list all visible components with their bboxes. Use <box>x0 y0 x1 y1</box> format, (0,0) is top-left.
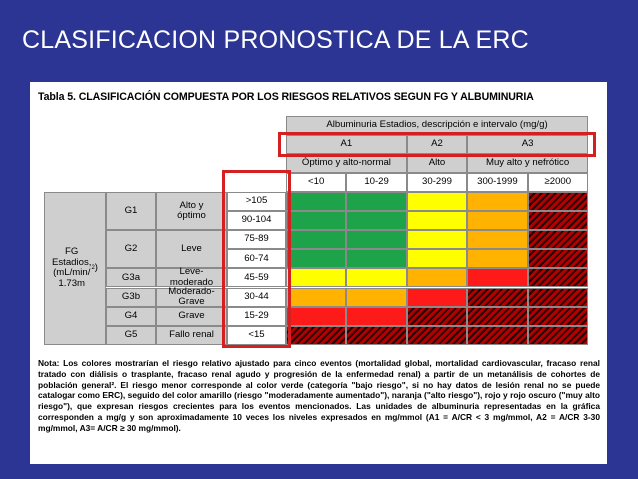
risk-cell-yellow <box>286 268 346 287</box>
a-description: Alto <box>407 154 467 173</box>
g-stage-g2: G2 <box>106 230 156 268</box>
table-caption: Tabla 5. CLASIFICACIÓN COMPUESTA POR LOS RIESGOS RELATIVOS SEGUN FG Y ALBUMINURIA <box>38 91 534 103</box>
risk-cell-orange <box>407 268 467 287</box>
g-description: Moderado- Grave <box>156 288 227 307</box>
g-stage-g3b: G3b <box>106 288 156 307</box>
fg-range: 15-29 <box>227 307 286 326</box>
risk-cell-green <box>346 230 406 249</box>
g-description: Leve- moderado <box>156 268 227 287</box>
slide-title: CLASIFICACION PRONOSTICA DE LA ERC <box>22 26 529 54</box>
risk-cell-hatch <box>467 288 527 307</box>
risk-cell-yellow <box>407 249 467 268</box>
risk-cell-hatch <box>528 230 588 249</box>
a-range: 30-299 <box>407 173 467 192</box>
fg-range: 90-104 <box>227 211 286 230</box>
risk-cell-yellow <box>407 211 467 230</box>
risk-cell-hatch <box>528 211 588 230</box>
risk-cell-orange <box>467 249 527 268</box>
risk-cell-red <box>407 288 467 307</box>
risk-cell-orange <box>467 211 527 230</box>
risk-cell-green <box>346 192 406 211</box>
a-range: <10 <box>286 173 346 192</box>
document-image <box>30 82 607 464</box>
fg-range: >105 <box>227 192 286 211</box>
g-description: Grave <box>156 307 227 326</box>
g-stage-g5: G5 <box>106 326 156 345</box>
risk-cell-red <box>346 307 406 326</box>
a-description: Muy alto y nefrótico <box>467 154 588 173</box>
risk-cell-red <box>286 307 346 326</box>
risk-cell-hatch <box>467 307 527 326</box>
risk-cell-orange <box>346 288 406 307</box>
g-description: Leve <box>156 230 227 268</box>
risk-cell-hatch <box>528 326 588 345</box>
risk-cell-hatch <box>407 307 467 326</box>
risk-cell-orange <box>286 288 346 307</box>
g-stage-g4: G4 <box>106 307 156 326</box>
risk-cell-red <box>467 268 527 287</box>
risk-cell-hatch <box>528 268 588 287</box>
a-range: ≥2000 <box>528 173 588 192</box>
risk-cell-green <box>286 230 346 249</box>
risk-cell-hatch <box>528 307 588 326</box>
g-description: Alto y óptimo <box>156 192 227 230</box>
risk-cell-yellow <box>407 230 467 249</box>
risk-cell-green <box>286 211 346 230</box>
risk-cell-orange <box>467 192 527 211</box>
g-stage-g1: G1 <box>106 192 156 230</box>
g-stage-g3a: G3a <box>106 268 156 287</box>
risk-cell-green <box>346 211 406 230</box>
fg-range: 45-59 <box>227 268 286 287</box>
risk-cell-yellow <box>346 268 406 287</box>
a-range: 10-29 <box>346 173 406 192</box>
a-stage-a1: A1 <box>286 135 407 154</box>
a-stage-a3: A3 <box>467 135 588 154</box>
blank-corner-row <box>44 173 227 192</box>
fg-range: 30-44 <box>227 288 286 307</box>
highlight-albuminuria-stages <box>278 132 596 157</box>
a-stage-a2: A2 <box>407 135 467 154</box>
fg-stage-label: FG Estadios, (mL/min/ 1.73m 2 ) <box>44 192 106 345</box>
risk-cell-hatch <box>346 326 406 345</box>
g-description: Fallo renal <box>156 326 227 345</box>
a-description: Óptimo y alto-normal <box>286 154 407 173</box>
fg-range: 75-89 <box>227 230 286 249</box>
table-note: Nota: Los colores mostrarían el riesgo relativo ajustado para cinco eventos (mortalidad global, mortalidad cardiovascular, fracaso renal tratado con diálisis o trasplante, fracaso renal agudo y progresión de la enfermedad renal) a partir de un metanálisis de cohortes de población general². El riesgo menor corresponde al color verde (categoría "bajo riesgo", si no hay datos de lesión renal no se puede catalogar como ERC), seguido del color amarillo (riesgo "moderadamente aumentado"), naranja ("alto riesgo"), rojo y rojo oscuro ("muy alto riesgo"), que expresan riesgos crecientes para los eventos mencionados. Las unidades de albuminuria representadas en la gráfica corresponden a mg/g y son aproximadamente 10 veces los niveles expresados en mg/mmol (A1 = A/CR < 3 mg/mmol, A2 = A/CR 3-30 mg/mmol, A3= A/CR ≥ 30 mg/mmol). <box>38 358 600 433</box>
risk-cell-hatch <box>528 192 588 211</box>
risk-cell-green <box>286 249 346 268</box>
albuminuria-header: Albuminuria Estadios, descripción e intervalo (mg/g) <box>286 116 588 135</box>
a-range: 300-1999 <box>467 173 527 192</box>
fg-range: 60-74 <box>227 249 286 268</box>
risk-cell-hatch <box>286 326 346 345</box>
blank-corner <box>44 116 286 173</box>
risk-cell-hatch <box>528 249 588 268</box>
risk-cell-green <box>346 249 406 268</box>
risk-cell-green <box>286 192 346 211</box>
risk-cell-orange <box>467 230 527 249</box>
risk-cell-hatch <box>407 326 467 345</box>
risk-cell-yellow <box>407 192 467 211</box>
fg-range: <15 <box>227 326 286 345</box>
highlight-fg-ranges <box>222 170 291 348</box>
risk-cell-hatch <box>467 326 527 345</box>
risk-cell-hatch <box>528 288 588 307</box>
